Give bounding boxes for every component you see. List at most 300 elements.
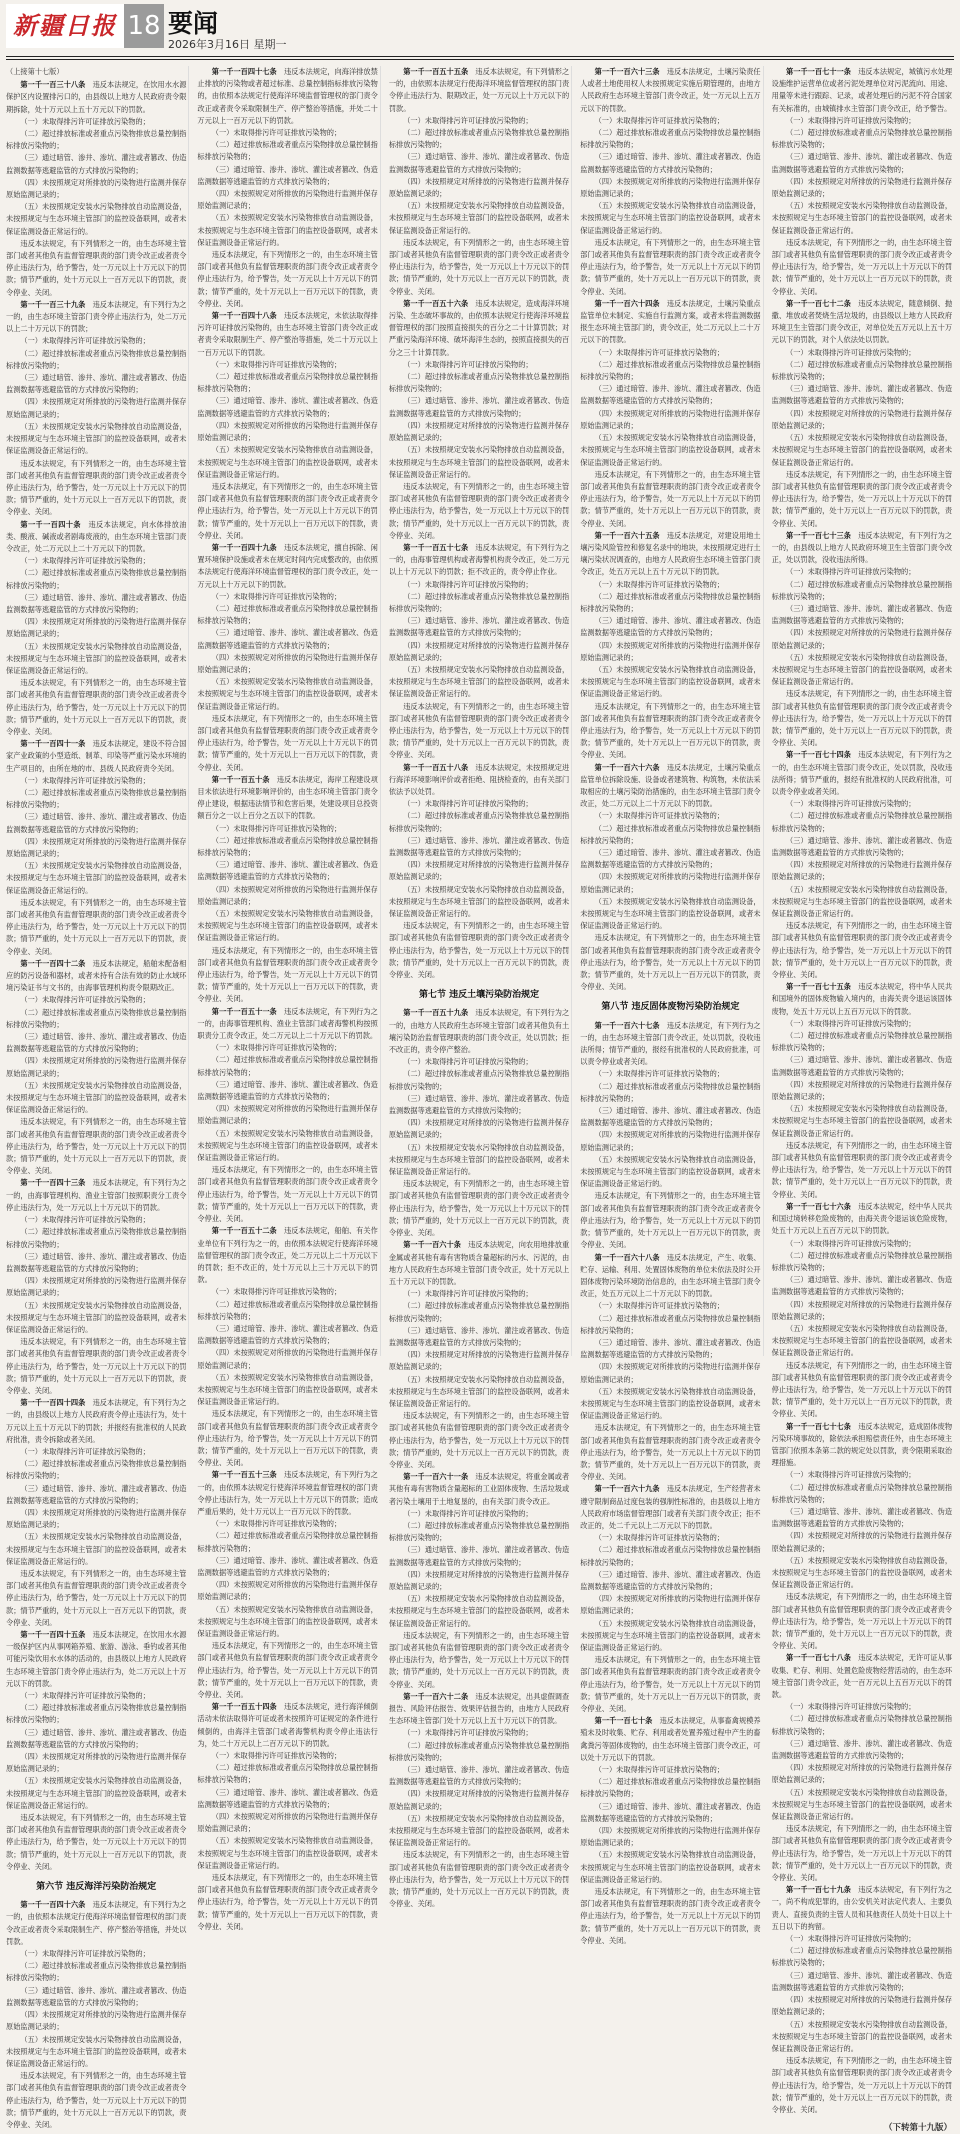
- article-paragraph-body: 违反本法规定，有下列情形之一的，由生态环境主管部门或者其他负有监督管理职责的部门责令改正或者责令停止违法行为，给予警告，处一万元以上十万元以下的罚款；情节严重的，处十万元以上一百万元以下的罚款，责令停业、关闭。: [197, 713, 378, 772]
- clause-item: （一）未取得排污许可证排放污染物的；: [211, 1043, 342, 1053]
- clause-item: （五）未按照规定安装水污染物排放自动监测设备，未按照规定与生态环境主管部门的监控设备联网，或者未保证监测设备正常运行的。: [771, 1555, 953, 1590]
- article-paragraph-body: 违反本法规定，有下列情形之一的，由生态环境主管部门或者其他负有监督管理职责的部门责令改正或者责令停止违法行为，给予警告，处一万元以上十万元以下的罚款；情节严重的，处十万元以上一百万元以下的罚款，责令停业、关闭。: [771, 237, 953, 296]
- clause-item: （三）通过暗管、渗井、渗坑、灌注或者篡改、伪造监测数据等逃避监管的方式排放污染物的；: [6, 812, 187, 834]
- clause-item: （三）通过暗管、渗井、渗坑、灌注或者篡改、伪造监测数据等逃避监管的方式排放污染物的；: [197, 396, 378, 418]
- clause-item: （四）未按照规定对所排放的污染物进行监测并保存原始监测记录的；: [197, 884, 378, 906]
- article-paragraph-body: 违反本法规定，有下列情形之一的，由生态环境主管部门或者其他负有监督管理职责的部门责令改正或者责令停止违法行为，给予警告，处一万元以上十万元以下的罚款；情节严重的，处十万元以上一百万元以下的罚款，责令停业、关闭。: [771, 1360, 953, 1419]
- clause-item: （三）通过暗管、渗井、渗坑、灌注或者篡改、伪造监测数据等逃避监管的方式排放污染物的；: [388, 1545, 570, 1567]
- clause-item: （五）未按照规定安装水污染物排放自动监测设备，未按照规定与生态环境主管部门的监控设备联网，或者未保证监测设备正常运行的。: [580, 201, 761, 235]
- article-paragraph: 第一千一百六十三条 违反本法规定，土壤污染责任人或者土地使用权人未按照规定实施后期管理的，由地方人民政府生态环境主管部门责令改正，处一万元以上五万元以下的罚款。: [580, 67, 761, 113]
- clause-item: （一）未取得排污许可证排放污染物的；: [786, 567, 916, 577]
- article-number: 第一千一百四十二条: [20, 958, 86, 968]
- article-number: 第一千一百七十七条: [786, 1421, 851, 1431]
- clause-item: （五）未按照规定安装水污染物排放自动监测设备，未按照规定与生态环境主管部门的监控设备联网，或者未保证监测设备正常运行的。: [197, 213, 378, 247]
- clause-item: （三）通过暗管、渗井、渗坑、灌注或者篡改、伪造监测数据等逃避监管的方式排放污染物的；: [580, 384, 761, 406]
- article-paragraph-body: 违反本法规定，有下列情形之一的，由生态环境主管部门或者其他负有监督管理职责的部门责令改正或者责令停止违法行为，给予警告，处一万元以上十万元以下的罚款；情节严重的，处十万元以上一百万元以下的罚款，责令停业、关闭。: [197, 945, 378, 1004]
- clause-item: （三）通过暗管、渗井、渗坑、灌注或者篡改、伪造监测数据等逃避监管的方式排放污染物的；: [6, 373, 187, 395]
- clause-item: （五）未按照规定安装水污染物排放自动监测设备，未按照规定与生态环境主管部门的监控设备联网，或者未保证监测设备正常运行的。: [771, 433, 953, 467]
- clause-item: （一）未取得排污许可证排放污染物的；: [211, 359, 342, 369]
- clause-item: （一）未取得排污许可证排放污染物的；: [211, 128, 342, 138]
- clause-item: （二）超过排放标准或者重点污染物排放总量控制指标排放污染物的；: [6, 787, 187, 810]
- clause-item: （四）未按照规定对所排放的污染物进行监测并保存原始监测记录的；: [6, 836, 187, 858]
- article-paragraph-body: 违反本法规定，有下列情形之一的，由生态环境主管部门或者其他负有监督管理职责的部门责令改正或者责令停止违法行为，给予警告，处一万元以上十万元以下的罚款；情节严重的，处十万元以上一百万元以下的罚款，责令停业、关闭。: [771, 1140, 953, 1199]
- article-paragraph: 第一千一百五十二条 违反本法规定，船舶、有关作业单位有下列行为之一的，由依照本法规定行使海洋环境监督管理权的部门责令改正，处二万元以上二十万元以下的罚款；拒不改正的，处十万元以上三十万元以下的罚款。: [197, 1226, 378, 1285]
- article-paragraph: 第一千一百四十六条 违反本法规定，有下列行为之一的，由依照本法规定行使海洋环境监督管理权的部门责令改正或者责令采取限制生产、停产整治等措施，并处以罚款。: [6, 1900, 187, 1946]
- article-paragraph-body: 违反本法规定，有下列情形之一的，由生态环境主管部门或者其他负有监督管理职责的部门责令改正或者责令停止违法行为，给予警告，处一万元以上十万元以下的罚款；情节严重的，处十万元以上一百万元以下的罚款，责令停业、关闭。: [580, 1655, 761, 1714]
- article-paragraph: 第一千一百六十六条 违反本法规定，土壤污染重点监管单位拆除设施、设备或者建筑物、构筑物，未依法采取相应的土壤污染防治措施的，由生态环境主管部门责令改正，处二万元以上二十万元以下的罚款。: [580, 762, 761, 809]
- clause-item: （一）未取得排污许可证排放污染物的；: [211, 1287, 342, 1297]
- clause-item: （四）未按照规定对所排放的污染物进行监测并保存原始监测记录的；: [388, 420, 570, 443]
- article-paragraph: 第一千一百四十一条 违反本法规定，建设不符合国家产业政策的小型造纸、制革、印染等严重污染水环境的生产项目的，由所在地的市、县级人民政府责令关闭。: [6, 739, 187, 773]
- clause-item: （四）未按照规定对所排放的污染物进行监测并保存原始监测记录的；: [388, 1569, 570, 1591]
- article-paragraph-body: 违反本法规定，有下列情形之一的，由生态环境主管部门或者其他负有监督管理职责的部门责令改正或者责令停止违法行为，给予警告，处一万元以上十万元以下的罚款；情节严重的，处十万元以上一百万元以下的罚款，责令停业、关闭。: [197, 1165, 378, 1224]
- article-paragraph: 第一千一百七十五条 违反本法规定，将中华人民共和国境外的固体废物输入境内的，由海关责令退运该固体废物，处五十万元以上五百万元以下的罚款。: [771, 982, 953, 1016]
- article-paragraph: 第一千一百五十九条 违反本法规定，有下列行为之一的，由地方人民政府生态环境主管部门或者其他负有土壤污染防治监督管理职责的部门责令改正，处以罚款；拒不改正的，责令停产整治。: [388, 1008, 570, 1055]
- clause-item: （二）超过排放标准或者重点污染物排放总量控制指标排放污染物的；: [580, 1777, 761, 1799]
- clause-item: （二）超过排放标准或者重点污染物排放总量控制指标排放污染物的；: [580, 1081, 761, 1103]
- clause-item: （四）未按照规定对所排放的污染物进行监测并保存原始监测记录的；: [771, 1299, 953, 1321]
- article-paragraph: 第一千一百六十九条 违反本法规定，生产经营者未遵守限制商品过度包装的强制性标准的，由县级以上地方人民政府市场监督管理部门或者有关部门责令改正；拒不改正的，处二千元以上二万元以下的罚款。: [580, 1484, 761, 1530]
- clause-item: （四）未按照规定对所排放的污染物进行监测并保存原始监测记录的；: [6, 397, 187, 419]
- clause-item: （五）未按照规定安装水污染物排放自动监测设备，未按照规定与生态环境主管部门的监控设备联网，或者未保证监测设备正常运行的。: [580, 1850, 761, 1884]
- article-paragraph-body: 违反本法规定，有下列情形之一的，由生态环境主管部门或者其他负有监督管理职责的部门责令改正或者责令停止违法行为，给予警告，处一万元以上十万元以下的罚款；情节严重的，处十万元以上一百万元以下的罚款，责令停业、关闭。: [771, 1824, 953, 1883]
- article-number: 第一千一百六十三条: [594, 67, 660, 76]
- clause-item: （五）未按照规定安装水污染物排放自动监测设备，未按照规定与生态环境主管部门的监控设备联网，或者未保证监测设备正常运行的。: [388, 201, 570, 235]
- clause-item: （四）未按照规定对所排放的污染物进行监测并保存原始监测记录的；: [388, 176, 570, 199]
- article-paragraph-body: 违反本法规定，有下列情形之一的，由生态环境主管部门或者其他负有监督管理职责的部门责令改正或者责令停止违法行为，给予警告，处一万元以上十万元以下的罚款；情节严重的，处十万元以上一百万元以下的罚款，责令停业、关闭。: [580, 469, 761, 528]
- clause-item: （五）未按照规定安装水污染物排放自动监测设备，未按照规定与生态环境主管部门的监控设备联网，或者未保证监测设备正常运行的。: [6, 1080, 187, 1115]
- clause-item: （三）通过暗管、渗井、渗坑、灌注或者篡改、伪造监测数据等逃避监管的方式排放污染物的；: [388, 1765, 570, 1787]
- clause-item: （四）未按照规定对所排放的污染物进行监测并保存原始监测记录的；: [6, 177, 187, 200]
- clause-item: （五）未按照规定安装水污染物排放自动监测设备，未按照规定与生态环境主管部门的监控设备联网，或者未保证监测设备正常运行的。: [771, 1104, 953, 1138]
- article-number: 第一千一百六十一条: [403, 1472, 469, 1482]
- clause-item: （五）未按照规定安装水污染物排放自动监测设备，未按照规定与生态环境主管部门的监控设备联网，或者未保证监测设备正常运行的。: [771, 652, 953, 687]
- clause-item: （三）通过暗管、渗井、渗坑、灌注或者篡改、伪造监测数据等逃避监管的方式排放污染物的；: [197, 1787, 378, 1809]
- article-number: 第一千一百四十四条: [20, 1398, 86, 1408]
- article-paragraph-body: 违反本法规定，有下列情形之一的，由生态环境主管部门或者其他负有监督管理职责的部门责令改正或者责令停止违法行为，给予警告，处一万元以上十万元以下的罚款；情节严重的，处十万元以上一百万元以下的罚款，责令停业、关闭。: [388, 1411, 570, 1469]
- clause-item: （五）未按照规定安装水污染物排放自动监测设备，未按照规定与生态环境主管部门的监控设备联网，或者未保证监测设备正常运行的。: [197, 1372, 378, 1407]
- article-number: 第一千一百七十一条: [786, 67, 851, 76]
- clause-item: （二）超过排放标准或者重点污染物排放总量控制指标排放污染物的；: [580, 1545, 761, 1567]
- clause-item: （一）未取得排污许可证排放污染物的；: [20, 116, 150, 126]
- clause-item: （一）未取得排污许可证排放污染物的；: [594, 115, 724, 125]
- article-paragraph: 第一千一百七十二条 违反本法规定，随意倾倒、抛撒、堆放或者焚烧生活垃圾的，由县级以上地方人民政府环境卫生主管部门责令改正，对单位处五万元以上五十万元以下的罚款，对个人依法处以罚款。: [771, 298, 953, 345]
- clause-item: （四）未按照规定对所排放的污染物进行监测并保存原始监测记录的；: [6, 617, 187, 639]
- article-paragraph-body: 违反本法规定，有下列情形之一的，由生态环境主管部门或者其他负有监督管理职责的部门责令改正或者责令停止违法行为，给予警告，处一万元以上十万元以下的罚款；情节严重的，处十万元以上一百万元以下的罚款，责令停业、关闭。: [197, 250, 378, 308]
- clause-item: （五）未按照规定安装水污染物排放自动监测设备，未按照规定与生态环境主管部门的监控设备联网，或者未保证监测设备正常运行的。: [6, 421, 187, 456]
- clause-item: （三）通过暗管、渗井、渗坑、灌注或者篡改、伪造监测数据等逃避监管的方式排放污染物的；: [197, 860, 378, 882]
- clause-item: （二）超过排放标准或者重点污染物排放总量控制指标排放污染物的；: [771, 128, 953, 150]
- clause-item: （一）未取得排污许可证排放污染物的；: [20, 1691, 150, 1701]
- clause-item: （三）通过暗管、渗井、渗坑、灌注或者篡改、伪造监测数据等逃避监管的方式排放污染物的；: [388, 152, 570, 174]
- clause-item: （四）未按照规定对所排放的污染物进行监测并保存原始监测记录的；: [388, 860, 570, 882]
- clause-item: （三）通过暗管、渗井、渗坑、灌注或者篡改、伪造监测数据等逃避监管的方式排放污染物的；: [771, 1506, 953, 1529]
- clause-item: （一）未取得排污许可证排放污染物的；: [786, 1702, 916, 1712]
- continued-from-note: （上接第十七版）: [6, 67, 64, 76]
- clause-item: （三）通过暗管、渗井、渗坑、灌注或者篡改、伪造监测数据等逃避监管的方式排放污染物的；: [580, 1106, 761, 1128]
- clause-item: （一）未取得排污许可证排放污染物的；: [403, 579, 533, 589]
- clause-item: （五）未按照规定安装水污染物排放自动监测设备，未按照规定与生态环境主管部门的监控设备联网，或者未保证监测设备正常运行的。: [388, 1142, 570, 1177]
- clause-item: （五）未按照规定安装水污染物排放自动监测设备，未按照规定与生态环境主管部门的监控设备联网，或者未保证监测设备正常运行的。: [580, 896, 761, 931]
- clause-item: （四）未按照规定对所排放的污染物进行监测并保存原始监测记录的；: [771, 1531, 953, 1553]
- article-paragraph: 第一千一百六十条 违反本法规定，向农用地排放重金属或者其他有毒有害物质含量超标的污水、污泥的，由地方人民政府生态环境主管部门责令改正，处十万元以上五十万元以下的罚款。: [388, 1240, 570, 1286]
- article-number: 第一千一百五十五条: [403, 67, 469, 76]
- section-heading: 第七节 违反土壤污染防治规定: [418, 990, 540, 1001]
- clause-item: （五）未按照规定安装水污染物排放自动监测设备，未按照规定与生态环境主管部门的监控设备联网，或者未保证监测设备正常运行的。: [580, 664, 761, 699]
- article-paragraph: 第一千一百六十五条 违反本法规定，对建设用地土壤污染风险管控和修复名录中的地块，未按照规定进行土壤污染状况调查的，由地方人民政府生态环境主管部门责令改正，处五万元以上五十万元以下的罚款。: [580, 530, 761, 577]
- article-paragraph: 第一千一百七十一条 违反本法规定，城镇污水处理设施维护运营单位或者污泥处理单位对污泥流向、用途、用量等未进行跟踪、记录，或者处理后的污泥不符合国家有关标准的，由城镇排水主管部门责令改正，给予警告。: [771, 67, 953, 113]
- clause-item: （三）通过暗管、渗井、渗坑、灌注或者篡改、伪造监测数据等逃避监管的方式排放污染物的；: [6, 1483, 187, 1505]
- clause-item: （四）未按照规定对所排放的污染物进行监测并保存原始监测记录的；: [580, 1362, 761, 1384]
- article-number: 第一千一百六十六条: [594, 762, 660, 772]
- clause-item: （一）未取得排污许可证排放污染物的；: [786, 347, 916, 357]
- article-number: 第一千一百三十九条: [20, 299, 86, 309]
- clause-item: （五）未按照规定安装水污染物排放自动监测设备，未按照规定与生态环境主管部门的监控设备联网，或者未保证监测设备正常运行的。: [6, 641, 187, 675]
- clause-item: （一）未取得排污许可证排放污染物的；: [20, 556, 150, 566]
- article-paragraph: 第一千一百四十九条 违反本法规定，擅自拆除、闲置环境保护设施或者未在规定时间内完成整改的，由依照本法规定行使海洋环境监督管理权的部门责令改正，处一万元以上十万元以下的罚款。: [197, 542, 378, 589]
- article-paragraph-body: 违反本法规定，有下列情形之一的，由生态环境主管部门或者其他负有监督管理职责的部门责令改正或者责令停止违法行为，给予警告，处一万元以上十万元以下的罚款；情节严重的，处十万元以上一百万元以下的罚款，责令停业、关闭。: [388, 1179, 570, 1238]
- clause-item: （三）通过暗管、渗井、渗坑、灌注或者篡改、伪造监测数据等逃避监管的方式排放污染物的；: [771, 384, 953, 406]
- clause-item: （五）未按照规定安装水污染物排放自动监测设备，未按照规定与生态环境主管部门的监控设备联网，或者未保证监测设备正常运行的。: [6, 1300, 187, 1334]
- clause-item: （五）未按照规定安装水污染物排放自动监测设备，未按照规定与生态环境主管部门的监控设备联网，或者未保证监测设备正常运行的。: [6, 1532, 187, 1566]
- clause-item: （一）未取得排污许可证排放污染物的；: [786, 1018, 916, 1028]
- clause-item: （二）超过排放标准或者重点污染物排放总量控制指标排放污染物的；: [197, 1531, 378, 1553]
- article-number: 第一千一百五十条: [211, 774, 270, 784]
- article-number: 第一千一百六十八条: [594, 1252, 660, 1262]
- clause-item: （四）未按照规定对所排放的污染物进行监测并保存原始监测记录的；: [580, 1594, 761, 1616]
- clause-item: （二）超过排放标准或者重点污染物排放总量控制指标排放污染物的；: [388, 1520, 570, 1543]
- clause-item: （四）未按照规定对所排放的污染物进行监测并保存原始监测记录的；: [771, 408, 953, 430]
- clause-item: （四）未按照规定对所排放的污染物进行监测并保存原始监测记录的；: [580, 408, 761, 430]
- article-paragraph: 第一千一百七十四条 违反本法规定，有下列行为之一的，由生态环境主管部门责令改正，处以罚款，没收违法所得；情节严重的，报经有批准权的人民政府批准，可以责令停业或者关闭。: [771, 750, 953, 796]
- article-paragraph: 第一千一百六十七条 违反本法规定，有下列行为之一的，由生态环境主管部门责令改正，处以罚款，没收违法所得；情节严重的，报经有批准权的人民政府批准，可以责令停业或者关闭。: [580, 1020, 761, 1067]
- section-heading: 第八节 违反固体废物污染防治规定: [601, 1002, 740, 1013]
- clause-item: （五）未按照规定安装水污染物排放自动监测设备，未按照规定与生态环境主管部门的监控设备联网，或者未保证监测设备正常运行的。: [771, 884, 953, 919]
- clause-item: （二）超过排放标准或者重点污染物排放总量控制指标排放污染物的；: [6, 348, 187, 370]
- clause-item: （五）未按照规定安装水污染物排放自动监测设备，未按照规定与生态环境主管部门的监控设备联网，或者未保证监测设备正常运行的。: [197, 445, 378, 479]
- article-paragraph: 第一千一百五十七条 违反本法规定，有下列行为之一的，由海事管理机构或者海警机构责令改正，处二万元以上十万元以下的罚款；拒不改正的，责令停止作业。: [388, 542, 570, 577]
- article-number: 第一千一百四十三条: [20, 1178, 86, 1188]
- article-paragraph-body: 违反本法规定，有下列情形之一的，由生态环境主管部门或者其他负有监督管理职责的部门责令改正或者责令停止违法行为，给予警告，处一万元以上十万元以下的罚款；情节严重的，处十万元以上一百万元以下的罚款，责令停业、关闭。: [6, 1117, 187, 1176]
- clause-item: （三）通过暗管、渗井、渗坑、灌注或者篡改、伪造监测数据等逃避监管的方式排放污染物的；: [580, 1337, 761, 1360]
- article-paragraph-body: 违反本法规定，有下列情形之一的，由生态环境主管部门或者其他负有监督管理职责的部门责令改正或者责令停止违法行为，给予警告，处一万元以上十万元以下的罚款；情节严重的，处十万元以上一百万元以下的罚款，责令停业、关闭。: [388, 481, 570, 540]
- clause-item: （五）未按照规定安装水污染物排放自动监测设备，未按照规定与生态环境主管部门的监控设备联网，或者未保证监测设备正常运行的。: [6, 202, 187, 236]
- clause-item: （三）通过暗管、渗井、渗坑、灌注或者篡改、伪造监测数据等逃避监管的方式排放污染物的；: [388, 1093, 570, 1116]
- article-paragraph: 第一千一百五十四条 违反本法规定，进行海洋倾倒活动未依法取得许可证或者未按照许可证规定的条件进行倾倒的，由海洋主管部门或者海警机构责令停止违法行为，处二十万元以上二百万元以下的罚款。: [197, 1702, 378, 1748]
- article-paragraph-body: 违反本法规定，有下列情形之一的，由生态环境主管部门或者其他负有监督管理职责的部门责令改正或者责令停止违法行为，给予警告，处一万元以上十万元以下的罚款；情节严重的，处十万元以上一百万元以下的罚款，责令停业、关闭。: [6, 1337, 187, 1395]
- clause-item: （二）超过排放标准或者重点污染物排放总量控制指标排放污染物的；: [6, 129, 187, 151]
- clause-item: （三）通过暗管、渗井、渗坑、灌注或者篡改、伪造监测数据等逃避监管的方式排放污染物的；: [388, 835, 570, 857]
- clause-item: （四）未按照规定对所排放的污染物进行监测并保存原始监测记录的；: [6, 1752, 187, 1774]
- clause-item: （二）超过排放标准或者重点污染物排放总量控制指标排放污染物的；: [771, 811, 953, 833]
- article-paragraph-body: 违反本法规定，有下列情形之一的，由生态环境主管部门或者其他负有监督管理职责的部门责令改正或者责令停止违法行为，给予警告，处一万元以上十万元以下的罚款；情节严重的，处十万元以上一百万元以下的罚款，责令停业、关闭。: [580, 933, 761, 992]
- clause-item: （五）未按照规定安装水污染物排放自动监测设备，未按照规定与生态环境主管部门的监控设备联网，或者未保证监测设备正常运行的。: [580, 1618, 761, 1652]
- article-paragraph-body: 违反本法规定，有下列情形之一的，由生态环境主管部门或者其他负有监督管理职责的部门责令改正或者责令停止违法行为，给予警告，处一万元以上十万元以下的罚款；情节严重的，处十万元以上一百万元以下的罚款，责令停业、关闭。: [6, 897, 187, 956]
- clause-item: （二）超过排放标准或者重点污染物排放总量控制指标排放污染物的；: [197, 140, 378, 162]
- clause-item: （五）未按照规定安装水污染物排放自动监测设备，未按照规定与生态环境主管部门的监控设备联网，或者未保证监测设备正常运行的。: [197, 1604, 378, 1638]
- article-paragraph-body: 违反本法规定，有下列情形之一的，由生态环境主管部门或者其他负有监督管理职责的部门责令改正或者责令停止违法行为，给予警告，处一万元以上十万元以下的罚款；情节严重的，处十万元以上一百万元以下的罚款，责令停业、关闭。: [388, 1850, 570, 1909]
- clause-item: （三）通过暗管、渗井、渗坑、灌注或者篡改、伪造监测数据等逃避监管的方式排放污染物的；: [6, 1985, 187, 2007]
- article-number: 第一千一百四十五条: [20, 1630, 86, 1639]
- clause-item: （五）未按照规定安装水污染物排放自动监测设备，未按照规定与生态环境主管部门的监控设备联网，或者未保证监测设备正常运行的。: [580, 1386, 761, 1421]
- clause-item: （三）通过暗管、渗井、渗坑、灌注或者篡改、伪造监测数据等逃避监管的方式排放污染物的；: [771, 1055, 953, 1077]
- clause-item: （三）通过暗管、渗井、渗坑、灌注或者篡改、伪造监测数据等逃避监管的方式排放污染物的；: [6, 1727, 187, 1749]
- clause-item: （三）通过暗管、渗井、渗坑、灌注或者篡改、伪造监测数据等逃避监管的方式排放污染物的；: [771, 603, 953, 626]
- article-paragraph-body: 违反本法规定，有下列情形之一的，由生态环境主管部门或者其他负有监督管理职责的部门责令改正或者责令停止违法行为，给予警告，处一万元以上十万元以下的罚款；情节严重的，处十万元以上一百万元以下的罚款，责令停业、关闭。: [197, 481, 378, 540]
- clause-item: （二）超过排放标准或者重点污染物排放总量控制指标排放污染物的；: [580, 823, 761, 845]
- clause-item: （一）未取得排污许可证排放污染物的；: [594, 347, 724, 357]
- clause-item: （五）未按照规定安装水污染物排放自动监测设备，未按照规定与生态环境主管部门的监控设备联网，或者未保证监测设备正常运行的。: [580, 433, 761, 467]
- clause-item: （四）未按照规定对所排放的污染物进行监测并保存原始监测记录的；: [771, 860, 953, 882]
- article-number: 第一千一百六十七条: [594, 1020, 660, 1030]
- clause-item: （五）未按照规定安装水污染物排放自动监测设备，未按照规定与生态环境主管部门的监控设备联网，或者未保证监测设备正常运行的。: [771, 1323, 953, 1358]
- article-number: 第一千一百五十四条: [211, 1702, 277, 1712]
- clause-item: （五）未按照规定安装水污染物排放自动监测设备，未按照规定与生态环境主管部门的监控设备联网，或者未保证监测设备正常运行的。: [771, 201, 953, 235]
- clause-item: （五）未按照规定安装水污染物排放自动监测设备，未按照规定与生态环境主管部门的监控设备联网，或者未保证监测设备正常运行的。: [388, 1813, 570, 1848]
- article-paragraph-body: 违反本法规定，有下列情形之一的，由生态环境主管部门或者其他负有监督管理职责的部门责令改正或者责令停止违法行为，给予警告，处一万元以上十万元以下的罚款；情节严重的，处十万元以上一百万元以下的罚款，责令停业、关闭。: [771, 689, 953, 748]
- article-number: 第一千一百五十三条: [211, 1470, 277, 1480]
- clause-item: （三）通过暗管、渗井、渗坑、灌注或者篡改、伪造监测数据等逃避监管的方式排放污染物的；: [6, 1032, 187, 1054]
- clause-item: （五）未按照规定安装水污染物排放自动监测设备，未按照规定与生态环境主管部门的监控设备联网，或者未保证监测设备正常运行的。: [6, 861, 187, 895]
- article-paragraph: 第一千一百五十六条 违反本法规定，造成海洋环境污染、生态破坏事故的，由依照本法规定行使海洋环境监督管理权的部门按照直接损失的百分之二十计算罚款；对严重污染海洋环境、破坏海洋生态的，按照直接损失的百分之三十计算罚款。: [388, 298, 570, 357]
- masthead-rule: [6, 56, 954, 57]
- clause-item: （一）未取得排污许可证排放污染物的；: [211, 1751, 342, 1761]
- article-paragraph: 第一千一百五十八条 违反本法规定，未按照规定进行海洋环境影响评价或者拒绝、阻挠检查的，由有关部门依法予以处罚。: [388, 762, 570, 796]
- clause-item: （四）未按照规定对所排放的污染物进行监测并保存原始监测记录的；: [197, 652, 378, 674]
- clause-item: （二）超过排放标准或者重点污染物排放总量控制指标排放污染物的；: [771, 1714, 953, 1736]
- clause-item: （二）超过排放标准或者重点污染物排放总量控制指标排放污染物的；: [388, 1069, 570, 1091]
- clause-item: （二）超过排放标准或者重点污染物排放总量控制指标排放污染物的；: [771, 1250, 953, 1272]
- clause-item: （四）未按照规定对所排放的污染物进行监测并保存原始监测记录的；: [771, 1763, 953, 1785]
- clause-item: （四）未按照规定对所排放的污染物进行监测并保存原始监测记录的；: [197, 1348, 378, 1370]
- article-number: 第一千一百四十七条: [211, 67, 277, 76]
- article-paragraph: 第一千一百四十条 违反本法规定，向水体排放油类、酸液、碱液或者剧毒废液的，由生态环境主管部门责令改正，处二万元以上二十万元以下的罚款。: [6, 519, 187, 553]
- clause-item: （二）超过排放标准或者重点污染物排放总量控制指标排放污染物的；: [6, 1703, 187, 1725]
- clause-item: （三）通过暗管、渗井、渗坑、灌注或者篡改、伪造监测数据等逃避监管的方式排放污染物的；: [580, 1569, 761, 1591]
- article-paragraph-body: 违反本法规定，有下列情形之一的，由生态环境主管部门或者其他负有监督管理职责的部门责令改正或者责令停止违法行为，给予警告，处一万元以上十万元以下的罚款；情节严重的，处十万元以上一百万元以下的罚款，责令停业、关闭。: [197, 1873, 378, 1931]
- clause-item: （二）超过排放标准或者重点污染物排放总量控制指标排放污染物的；: [388, 811, 570, 833]
- clause-item: （三）通过暗管、渗井、渗坑、灌注或者篡改、伪造监测数据等逃避监管的方式排放污染物的；: [580, 848, 761, 870]
- clause-item: （二）超过排放标准或者重点污染物排放总量控制指标排放污染物的；: [388, 372, 570, 394]
- clause-item: （三）通过暗管、渗井、渗坑、灌注或者篡改、伪造监测数据等逃避监管的方式排放污染物的；: [388, 1325, 570, 1347]
- clause-item: （五）未按照规定安装水污染物排放自动监测设备，未按照规定与生态环境主管部门的监控设备联网，或者未保证监测设备正常运行的。: [197, 1128, 378, 1163]
- clause-item: （三）通过暗管、渗井、渗坑、灌注或者篡改、伪造监测数据等逃避监管的方式排放污染物的；: [6, 1251, 187, 1273]
- article-paragraph: 第一千一百七十三条 违反本法规定，有下列行为之一的，由县级以上地方人民政府环境卫生主管部门责令改正，处以罚款，没收违法所得。: [771, 530, 953, 565]
- article-paragraph: 第一千一百三十九条 违反本法规定，有下列行为之一的，由生态环境主管部门责令停止违法行为，处二万元以上二十万元以下的罚款；: [6, 299, 187, 334]
- article-paragraph-body: 违反本法规定，有下列情形之一的，由生态环境主管部门或者其他负有监督管理职责的部门责令改正或者责令停止违法行为，给予警告，处一万元以上十万元以下的罚款；情节严重的，处十万元以上一百万元以下的罚款，责令停业、关闭。: [771, 1592, 953, 1651]
- clause-item: （二）超过排放标准或者重点污染物排放总量控制指标排放污染物的；: [771, 1482, 953, 1504]
- clause-item: （四）未按照规定对所排放的污染物进行监测并保存原始监测记录的；: [771, 1995, 953, 2017]
- clause-item: （四）未按照规定对所排放的污染物进行监测并保存原始监测记录的；: [771, 628, 953, 650]
- clause-item: （四）未按照规定对所排放的污染物进行监测并保存原始监测记录的；: [6, 2010, 187, 2032]
- article-paragraph-body: 违反本法规定，有下列情形之一的，由生态环境主管部门或者其他负有监督管理职责的部门责令改正或者责令停止违法行为，给予警告，处一万元以上十万元以下的罚款；情节严重的，处十万元以上一百万元以下的罚款，责令停业、关闭。: [6, 1813, 187, 1871]
- clause-item: （一）未取得排污许可证排放污染物的；: [211, 823, 342, 833]
- clause-item: （一）未取得排污许可证排放污染物的；: [20, 995, 150, 1005]
- clause-item: （三）通过暗管、渗井、渗坑、灌注或者篡改、伪造监测数据等逃避监管的方式排放污染物的；: [388, 396, 570, 418]
- clause-item: （四）未按照规定对所排放的污染物进行监测并保存原始监测记录的；: [197, 1812, 378, 1834]
- article-number: 第一千一百七十二条: [786, 298, 851, 308]
- clause-item: （四）未按照规定对所排放的污染物进行监测并保存原始监测记录的；: [197, 1580, 378, 1602]
- article-paragraph: 第一千一百五十五条 违反本法规定，有下列情形之一的，由依照本法规定行使海洋环境监督管理权的部门责令停止违法行为、限期改正，处一万元以上十万元以下的罚款。: [388, 67, 570, 113]
- article-paragraph-body: 违反本法规定，有下列情形之一的，由生态环境主管部门或者其他负有监督管理职责的部门责令改正或者责令停止违法行为，给予警告，处一万元以上十万元以下的罚款；情节严重的，处十万元以上一百万元以下的罚款，责令停业、关闭。: [6, 238, 187, 297]
- clause-item: （一）未取得排污许可证排放污染物的；: [403, 1057, 533, 1067]
- clause-item: （一）未取得排污许可证排放污染物的；: [594, 1069, 724, 1079]
- article-paragraph-body: 违反本法规定，有下列情形之一的，由生态环境主管部门或者其他负有监督管理职责的部门责令改正或者责令停止违法行为，给予警告，处一万元以上十万元以下的罚款；情节严重的，处十万元以上一百万元以下的罚款，责令停业、关闭。: [6, 1568, 187, 1627]
- clause-item: （二）超过排放标准或者重点污染物排放总量控制指标排放污染物的；: [580, 359, 761, 382]
- text-column: [388, 66, 572, 1909]
- clause-item: （四）未按照规定对所排放的污染物进行监测并保存原始监测记录的；: [580, 1826, 761, 1848]
- clause-item: （一）未取得排污许可证排放污染物的；: [20, 336, 150, 346]
- clause-item: （一）未取得排污许可证排放污染物的；: [786, 1470, 916, 1480]
- clause-item: （四）未按照规定对所排放的污染物进行监测并保存原始监测记录的；: [388, 1789, 570, 1811]
- article-columns: [6, 66, 954, 2134]
- article-paragraph: 第一千一百六十八条 违反本法规定，产生、收集、贮存、运输、利用、处置固体废物的单位未依法及时公开固体废物污染环境防治信息的，由生态环境主管部门责令改正，处五万元以上二十万元以下的罚款。: [580, 1252, 761, 1299]
- clause-item: （四）未按照规定对所排放的污染物进行监测并保存原始监测记录的；: [580, 640, 761, 662]
- clause-item: （四）未按照规定对所排放的污染物进行监测并保存原始监测记录的；: [197, 189, 378, 211]
- clause-item: （三）通过暗管、渗井、渗坑、灌注或者篡改、伪造监测数据等逃避监管的方式排放污染物的；: [580, 1801, 761, 1823]
- clause-item: （二）超过排放标准或者重点污染物排放总量控制指标排放污染物的；: [388, 591, 570, 613]
- article-number: 第一千一百七十九条: [786, 1885, 851, 1895]
- article-paragraph-body: 违反本法规定，有下列情形之一的，由生态环境主管部门或者其他负有监督管理职责的部门责令改正或者责令停止违法行为，给予警告，处一万元以上十万元以下的罚款；情节严重的，处十万元以上一百万元以下的罚款，责令停业、关闭。: [197, 1641, 378, 1700]
- article-paragraph-body: 违反本法规定，有下列情形之一的，由生态环境主管部门或者其他负有监督管理职责的部门责令改正或者责令停止违法行为，给予警告，处一万元以上十万元以下的罚款；情节严重的，处十万元以上一百万元以下的罚款，责令停业、关闭。: [6, 678, 187, 736]
- article-paragraph: 第一千一百五十一条 违反本法规定，有下列行为之一的，由海事管理机构、渔业主管部门或者海警机构按照职责分工责令改正，处二万元以上二十万元以下的罚款。: [197, 1006, 378, 1041]
- clause-item: （四）未按照规定对所排放的污染物进行监测并保存原始监测记录的；: [580, 872, 761, 894]
- clause-item: （四）未按照规定对所排放的污染物进行监测并保存原始监测记录的；: [197, 1104, 378, 1126]
- clause-item: （四）未按照规定对所排放的污染物进行监测并保存原始监测记录的；: [6, 1056, 187, 1078]
- article-paragraph-body: 违反本法规定，有下列情形之一的，由生态环境主管部门或者其他负有监督管理职责的部门责令改正或者责令停止违法行为，给予警告，处一万元以上十万元以下的罚款；情节严重的，处十万元以上一百万元以下的罚款，责令停业、关闭。: [6, 2071, 187, 2129]
- clause-item: （二）超过排放标准或者重点污染物排放总量控制指标排放污染物的；: [197, 372, 378, 394]
- article-paragraph-body: 违反本法规定，有下列情形之一的，由生态环境主管部门或者其他负有监督管理职责的部门责令改正或者责令停止违法行为，给予警告，处一万元以上十万元以下的罚款；情节严重的，处十万元以上一百万元以下的罚款，责令停业、关闭。: [6, 458, 187, 517]
- clause-item: （五）未按照规定安装水污染物排放自动监测设备，未按照规定与生态环境主管部门的监控设备联网，或者未保证监测设备正常运行的。: [388, 445, 570, 479]
- clause-item: （一）未取得排污许可证排放污染物的；: [786, 799, 916, 809]
- clause-item: （一）未取得排污许可证排放污染物的；: [403, 799, 533, 809]
- article-paragraph: 第一千一百四十八条 违反本法规定，未依法取得排污许可证排放污染物的，由生态环境主管部门责令改正或者责令采取限制生产、停产整治等措施，处二十万元以上一百万元以下的罚款。: [197, 311, 378, 357]
- date-line: 2026年3月16日 星期一: [168, 38, 287, 51]
- clause-item: （一）未取得排污许可证排放污染物的；: [786, 1934, 916, 1944]
- clause-item: （一）未取得排污许可证排放污染物的；: [211, 591, 342, 601]
- article-paragraph-body: 违反本法规定，有下列情形之一的，由生态环境主管部门或者其他负有监督管理职责的部门责令改正或者责令停止违法行为，给予警告，处一万元以上十万元以下的罚款；情节严重的，处十万元以上一百万元以下的罚款，责令停业、关闭。: [771, 921, 953, 980]
- article-paragraph-body: 违反本法规定，有下列情形之一的，由生态环境主管部门或者其他负有监督管理职责的部门责令改正或者责令停止违法行为，给予警告，处一万元以上十万元以下的罚款；情节严重的，处十万元以上一百万元以下的罚款，责令停业、关闭。: [388, 701, 570, 760]
- article-number: 第一千一百五十六条: [403, 298, 469, 308]
- article-paragraph: 第一千一百六十一条 违反本法规定，将重金属或者其他有毒有害物质含量超标的工业固体废物、生活垃圾或者污染土壤用于土地复垦的，由有关部门责令改正。: [388, 1472, 570, 1506]
- article-paragraph-body: 违反本法规定，有下列情形之一的，由生态环境主管部门或者其他负有监督管理职责的部门责令改正或者责令停止违法行为，给予警告，处一万元以上十万元以下的罚款；情节严重的，处十万元以上一百万元以下的罚款，责令停业、关闭。: [580, 701, 761, 760]
- article-number: 第一千一百七十五条: [786, 982, 851, 992]
- article-paragraph: 第一千一百七十八条 违反本法规定，无许可证从事收集、贮存、利用、处置危险废物经营活动的，由生态环境主管部门责令改正，处一百万元以上五百万元以下的罚款。: [771, 1653, 953, 1700]
- article-paragraph-body: 违反本法规定，有下列情形之一的，由生态环境主管部门或者其他负有监督管理职责的部门责令改正或者责令停止违法行为，给予警告，处一万元以上十万元以下的罚款；情节严重的，处十万元以上一百万元以下的罚款，责令停业、关闭。: [197, 1409, 378, 1468]
- article-number: 第一千一百五十九条: [403, 1008, 469, 1018]
- clause-item: （五）未按照规定安装水污染物排放自动监测设备，未按照规定与生态环境主管部门的监控设备联网，或者未保证监测设备正常运行的。: [388, 1594, 570, 1628]
- clause-item: （五）未按照规定安装水污染物排放自动监测设备，未按照规定与生态环境主管部门的监控设备联网，或者未保证监测设备正常运行的。: [771, 2019, 953, 2053]
- article-paragraph: 第一千一百六十四条 违反本法规定，土壤污染重点监管单位未制定、实施自行监测方案，或者未将监测数据报生态环境主管部门的，责令改正，处二万元以上二十万元以下的罚款。: [580, 298, 761, 345]
- clause-item: （三）通过暗管、渗井、渗坑、灌注或者篡改、伪造监测数据等逃避监管的方式排放污染物的；: [197, 164, 378, 186]
- clause-item: （一）未取得排污许可证排放污染物的；: [403, 1508, 533, 1518]
- clause-item: （五）未按照规定安装水污染物排放自动监测设备，未按照规定与生态环境主管部门的监控设备联网，或者未保证监测设备正常运行的。: [388, 884, 570, 919]
- clause-item: （三）通过暗管、渗井、渗坑、灌注或者篡改、伪造监测数据等逃避监管的方式排放污染物的；: [771, 1738, 953, 1761]
- clause-item: （二）超过排放标准或者重点污染物排放总量控制指标排放污染物的；: [580, 128, 761, 150]
- clause-item: （三）通过暗管、渗井、渗坑、灌注或者篡改、伪造监测数据等逃避监管的方式排放污染物的；: [197, 1079, 378, 1102]
- clause-item: （二）超过排放标准或者重点污染物排放总量控制指标排放污染物的；: [197, 603, 378, 626]
- clause-item: （二）超过排放标准或者重点污染物排放总量控制指标排放污染物的；: [197, 1763, 378, 1785]
- article-paragraph: 第一千一百七十六条 违反本法规定，经中华人民共和国过境转移危险废物的，由海关责令退运该危险废物，处五十万元以上五百万元以下的罚款。: [771, 1201, 953, 1236]
- article-number: 第一千一百四十条: [20, 519, 81, 529]
- article-paragraph: 第一千一百四十三条 违反本法规定，有下列行为之一的，由海事管理机构、渔业主管部门按照职责分工责令停止违法行为，处一万元以上十万元以下的罚款。: [6, 1178, 187, 1212]
- clause-item: （一）未取得排污许可证排放污染物的；: [403, 115, 533, 125]
- continued-to-note: （下转第十九版）: [884, 2123, 953, 2134]
- clause-item: （五）未按照规定安装水污染物排放自动监测设备，未按照规定与生态环境主管部门的监控设备联网，或者未保证监测设备正常运行的。: [771, 1787, 953, 1822]
- clause-item: （五）未按照规定安装水污染物排放自动监测设备，未按照规定与生态环境主管部门的监控设备联网，或者未保证监测设备正常运行的。: [6, 1776, 187, 1810]
- clause-item: （五）未按照规定安装水污染物排放自动监测设备，未按照规定与生态环境主管部门的监控设备联网，或者未保证监测设备正常运行的。: [388, 664, 570, 699]
- clause-item: （三）通过暗管、渗井、渗坑、灌注或者篡改、伪造监测数据等逃避监管的方式排放污染物的；: [197, 1323, 378, 1346]
- article-number: 第一千一百四十九条: [211, 542, 277, 552]
- clause-item: （一）未取得排污许可证排放污染物的；: [594, 1533, 724, 1543]
- article-number: 第一千一百七十四条: [786, 750, 851, 760]
- clause-item: （四）未按照规定对所排放的污染物进行监测并保存原始监测记录的；: [388, 640, 570, 662]
- article-number: 第一千一百五十八条: [403, 762, 469, 772]
- article-paragraph: 第一千一百四十五条 违反本法规定，在饮用水水源一级保护区内从事网箱养殖、旅游、游泳、垂钓或者其他可能污染饮用水水体的活动的，由县级以上地方人民政府生态环境主管部门责令停止违法行为，处二万元以上十万元以下的罚款。: [6, 1630, 187, 1688]
- clause-item: （五）未按照规定安装水污染物排放自动监测设备，未按照规定与生态环境主管部门的监控设备联网，或者未保证监测设备正常运行的。: [197, 909, 378, 943]
- article-number: 第一千一百七十条: [594, 1716, 653, 1726]
- clause-item: （二）超过排放标准或者重点污染物排放总量控制指标排放污染物的；: [388, 128, 570, 150]
- article-number: 第一千一百七十三条: [786, 530, 851, 540]
- article-paragraph: 第一千一百四十七条 违反本法规定，向海洋排放禁止排放的污染物或者超过标准、总量控制指标排放污染物的，由依照本法规定行使海洋环境监督管理权的部门责令改正或者责令采取限制生产、停产整治等措施，并处二十万元以上一百万元以下的罚款。: [197, 67, 378, 125]
- section-title: 要闻: [168, 9, 219, 38]
- article-paragraph-body: 违反本法规定，有下列情形之一的，由生态环境主管部门或者其他负有监督管理职责的部门责令改正或者责令停止违法行为，给予警告，处一万元以上十万元以下的罚款；情节严重的，处十万元以上一百万元以下的罚款，责令停业、关闭。: [580, 1887, 761, 1945]
- article-paragraph: 第一千一百三十八条 违反本法规定，在饮用水水源保护区内设置排污口的，由县级以上地方人民政府责令限期拆除，处十万元以上五十万元以下的罚款。: [6, 80, 187, 114]
- article-number: 第一千一百七十八条: [786, 1653, 851, 1663]
- clause-item: （五）未按照规定安装水污染物排放自动监测设备，未按照规定与生态环境主管部门的监控设备联网，或者未保证监测设备正常运行的。: [580, 1154, 761, 1189]
- clause-item: （二）超过排放标准或者重点污染物排放总量控制指标排放污染物的；: [197, 1299, 378, 1321]
- clause-item: （二）超过排放标准或者重点污染物排放总量控制指标排放污染物的；: [771, 579, 953, 601]
- article-paragraph-body: 违反本法规定，有下列情形之一的，由生态环境主管部门或者其他负有监督管理职责的部门责令改正或者责令停止违法行为，给予警告，处一万元以上十万元以下的罚款；情节严重的，处十万元以上一百万元以下的罚款，责令停业、关闭。: [580, 1191, 761, 1250]
- article-paragraph-body: 违反本法规定，有下列情形之一的，由生态环境主管部门或者其他负有监督管理职责的部门责令改正或者责令停止违法行为，给予警告，处一万元以上十万元以下的罚款；情节严重的，处十万元以上一百万元以下的罚款，责令停业、关闭。: [580, 237, 761, 296]
- article-paragraph: 第一千一百七十七条 违反本法规定，造成固体废物污染环境事故的，除依法承担赔偿责任外，由生态环境主管部门依照本条第二款的规定处以罚款，责令限期采取治理措施。: [771, 1421, 953, 1468]
- clause-item: （一）未取得排污许可证排放污染物的；: [594, 1765, 724, 1775]
- clause-item: （二）超过排放标准或者重点污染物排放总量控制指标排放污染物的；: [771, 1946, 953, 1968]
- article-number: 第一千一百六十条: [403, 1240, 461, 1250]
- clause-item: （一）未取得排污许可证排放污染物的；: [211, 1519, 342, 1529]
- article-paragraph-body: 违反本法规定，有下列情形之一的，由生态环境主管部门或者其他负有监督管理职责的部门责令改正或者责令停止违法行为，给予警告，处一万元以上十万元以下的罚款；情节严重的，处十万元以上一百万元以下的罚款，责令停业、关闭。: [388, 1630, 570, 1689]
- article-number: 第一千一百五十一条: [211, 1006, 277, 1016]
- text-column: [6, 66, 189, 2129]
- clause-item: （二）超过排放标准或者重点污染物排放总量控制指标排放污染物的；: [6, 1961, 187, 1983]
- article-paragraph-body: 违反本法规定，有下列情形之一的，由生态环境主管部门或者其他负有监督管理职责的部门责令改正或者责令停止违法行为，给予警告，处一万元以上十万元以下的罚款；情节严重的，处十万元以上一百万元以下的罚款，责令停业、关闭。: [580, 1423, 761, 1482]
- clause-item: （一）未取得排污许可证排放污染物的；: [594, 1301, 724, 1311]
- newspaper-logo: 新疆日报: [6, 4, 124, 48]
- clause-item: （四）未按照规定对所排放的污染物进行监测并保存原始监测记录的；: [771, 176, 953, 199]
- clause-item: （二）超过排放标准或者重点污染物排放总量控制指标排放污染物的；: [771, 1031, 953, 1053]
- clause-item: （二）超过排放标准或者重点污染物排放总量控制指标排放污染物的；: [6, 568, 187, 590]
- article-number: 第一千一百四十八条: [211, 311, 277, 321]
- article-number: 第一千一百五十二条: [211, 1226, 277, 1236]
- clause-item: （一）未取得排污许可证排放污染物的；: [403, 1289, 533, 1299]
- clause-item: （三）通过暗管、渗井、渗坑、灌注或者篡改、伪造监测数据等逃避监管的方式排放污染物的；: [580, 152, 761, 174]
- text-column: [197, 66, 380, 1931]
- clause-item: （三）通过暗管、渗井、渗坑、灌注或者篡改、伪造监测数据等逃避监管的方式排放污染物的；: [6, 592, 187, 614]
- clause-item: （二）超过排放标准或者重点污染物排放总量控制指标排放污染物的；: [580, 591, 761, 613]
- clause-item: （三）通过暗管、渗井、渗坑、灌注或者篡改、伪造监测数据等逃避监管的方式排放污染物的；: [388, 616, 570, 638]
- clause-item: （二）超过排放标准或者重点污染物排放总量控制指标排放污染物的；: [6, 1459, 187, 1481]
- clause-item: （四）未按照规定对所排放的污染物进行监测并保存原始监测记录的；: [197, 420, 378, 443]
- clause-item: （五）未按照规定安装水污染物排放自动监测设备，未按照规定与生态环境主管部门的监控设备联网，或者未保证监测设备正常运行的。: [388, 1374, 570, 1408]
- text-column: [771, 66, 954, 2134]
- article-paragraph: 第一千一百七十条 违反本法规定，从事畜禽规模养殖未及时收集、贮存、利用或者处置养殖过程中产生的畜禽粪污等固体废物的，由生态环境主管部门责令改正，可以处十万元以下的罚款。: [580, 1716, 761, 1762]
- article-number: 第一千一百六十二条: [403, 1691, 469, 1701]
- clause-item: （二）超过排放标准或者重点污染物排放总量控制指标排放污染物的；: [6, 1007, 187, 1029]
- clause-item: （二）超过排放标准或者重点污染物排放总量控制指标排放污染物的；: [197, 835, 378, 857]
- article-paragraph: 第一千一百五十三条 违反本法规定，有下列行为之一的，由依照本法规定行使海洋环境监督管理权的部门责令停止违法行为，处一万元以上十万元以下的罚款；造成严重后果的，处十万元以上一百万元以下的罚款。: [197, 1470, 378, 1516]
- clause-item: （五）未按照规定安装水污染物排放自动监测设备，未按照规定与生态环境主管部门的监控设备联网，或者未保证监测设备正常运行的。: [197, 1836, 378, 1870]
- clause-item: （一）未取得排污许可证排放污染物的；: [403, 359, 533, 369]
